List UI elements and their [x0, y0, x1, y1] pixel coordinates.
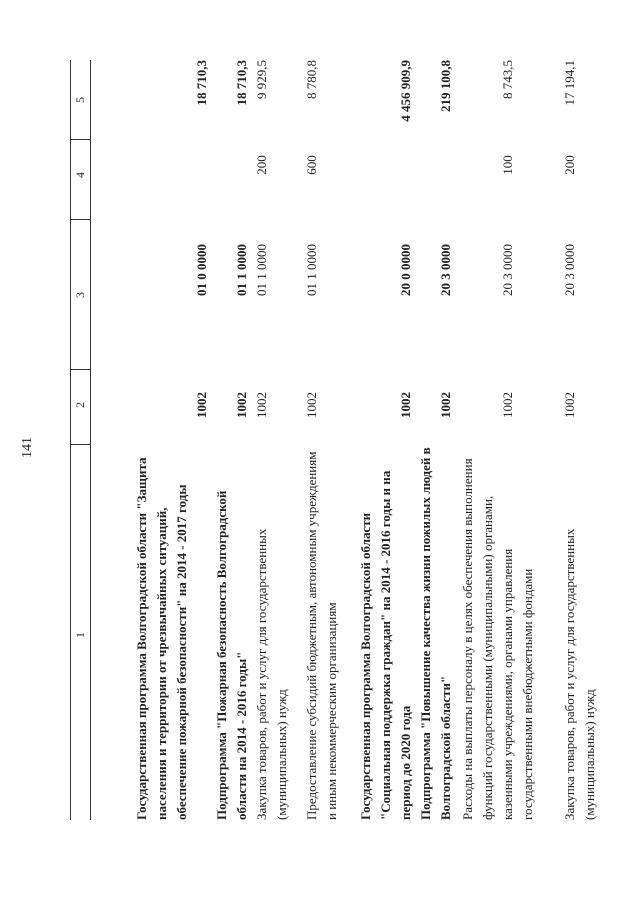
row-section-code: 1002 — [234, 392, 249, 418]
row-name: Закупка товаров, работ и услуг для государственных (муниципальных) нужд — [254, 528, 289, 820]
column-divider — [70, 369, 91, 370]
row-section-code: 1002 — [438, 392, 453, 418]
budget-table — [70, 60, 610, 820]
row-target-code: 01 0 0000 — [194, 244, 209, 296]
row-name: Государственная программа Волгоградской области "Защита населения и территории от чрезвычайных ситуаций, обеспечение пожарной безопасности" на 2014 - 2017 годы — [134, 457, 189, 820]
column-header-4: 4 — [73, 172, 87, 178]
row-target-code: 01 1 0000 — [234, 244, 249, 296]
row-section-code: 1002 — [254, 392, 269, 418]
row-expense-type: 200 — [254, 155, 269, 175]
row-name: Расходы на выплаты персоналу в целях обеспечения выполнения функций государственными (муниципальными) органами, казенными учреждениями, органами управления государственными внебюджетными фондами — [460, 458, 535, 820]
table-header-bottom-rule — [90, 60, 91, 820]
column-divider — [70, 444, 91, 445]
row-section-code: 1002 — [562, 392, 577, 418]
row-target-code: 01 1 0000 — [304, 244, 319, 296]
row-amount: 17 194,1 — [562, 60, 577, 106]
row-section-code: 1002 — [194, 392, 209, 418]
column-header-2: 2 — [73, 402, 87, 408]
row-target-code: 20 3 0000 — [500, 244, 515, 296]
column-divider — [70, 139, 91, 140]
column-header-5: 5 — [73, 97, 87, 103]
row-name: Подпрограмма "Повышение качества жизни пожилых людей в Волгоградской области" — [418, 447, 453, 820]
table-header-top-rule — [70, 60, 71, 820]
row-name: Предоставление субсидий бюджетным, автономным учреждениям и иным некоммерческим организациям — [304, 451, 339, 820]
column-header-3: 3 — [73, 292, 87, 298]
row-target-code: 01 1 0000 — [254, 244, 269, 296]
column-divider — [70, 219, 91, 220]
row-section-code: 1002 — [304, 392, 319, 418]
row-section-code: 1002 — [500, 392, 515, 418]
row-section-code: 1002 — [398, 392, 413, 418]
row-expense-type: 200 — [562, 155, 577, 175]
row-name: Закупка товаров, работ и услуг для государственных (муниципальных) нужд — [562, 528, 597, 820]
row-amount: 8 780,8 — [304, 60, 319, 99]
page-number: 141 — [20, 437, 35, 458]
row-amount: 8 743,5 — [500, 60, 515, 99]
row-target-code: 20 3 0000 — [562, 244, 577, 296]
row-amount: 219 100,8 — [438, 60, 453, 112]
row-amount: 18 710,3 — [194, 60, 209, 106]
column-header-1: 1 — [73, 632, 87, 638]
row-expense-type: 600 — [304, 155, 319, 175]
row-name: Подпрограмма "Пожарная безопасность Волгоградской области на 2014 - 2016 годы" — [214, 490, 249, 820]
row-amount: 4 456 909,9 — [398, 60, 413, 122]
row-target-code: 20 0 0000 — [398, 244, 413, 296]
row-amount: 9 929,5 — [254, 60, 269, 99]
row-name: Государственная программа Волгоградской области "Социальная поддержка граждан" на 2014 - 2016 годы и на период до 2020 года — [358, 470, 413, 820]
row-target-code: 20 3 0000 — [438, 244, 453, 296]
row-expense-type: 100 — [500, 155, 515, 175]
row-amount: 18 710,3 — [234, 60, 249, 106]
